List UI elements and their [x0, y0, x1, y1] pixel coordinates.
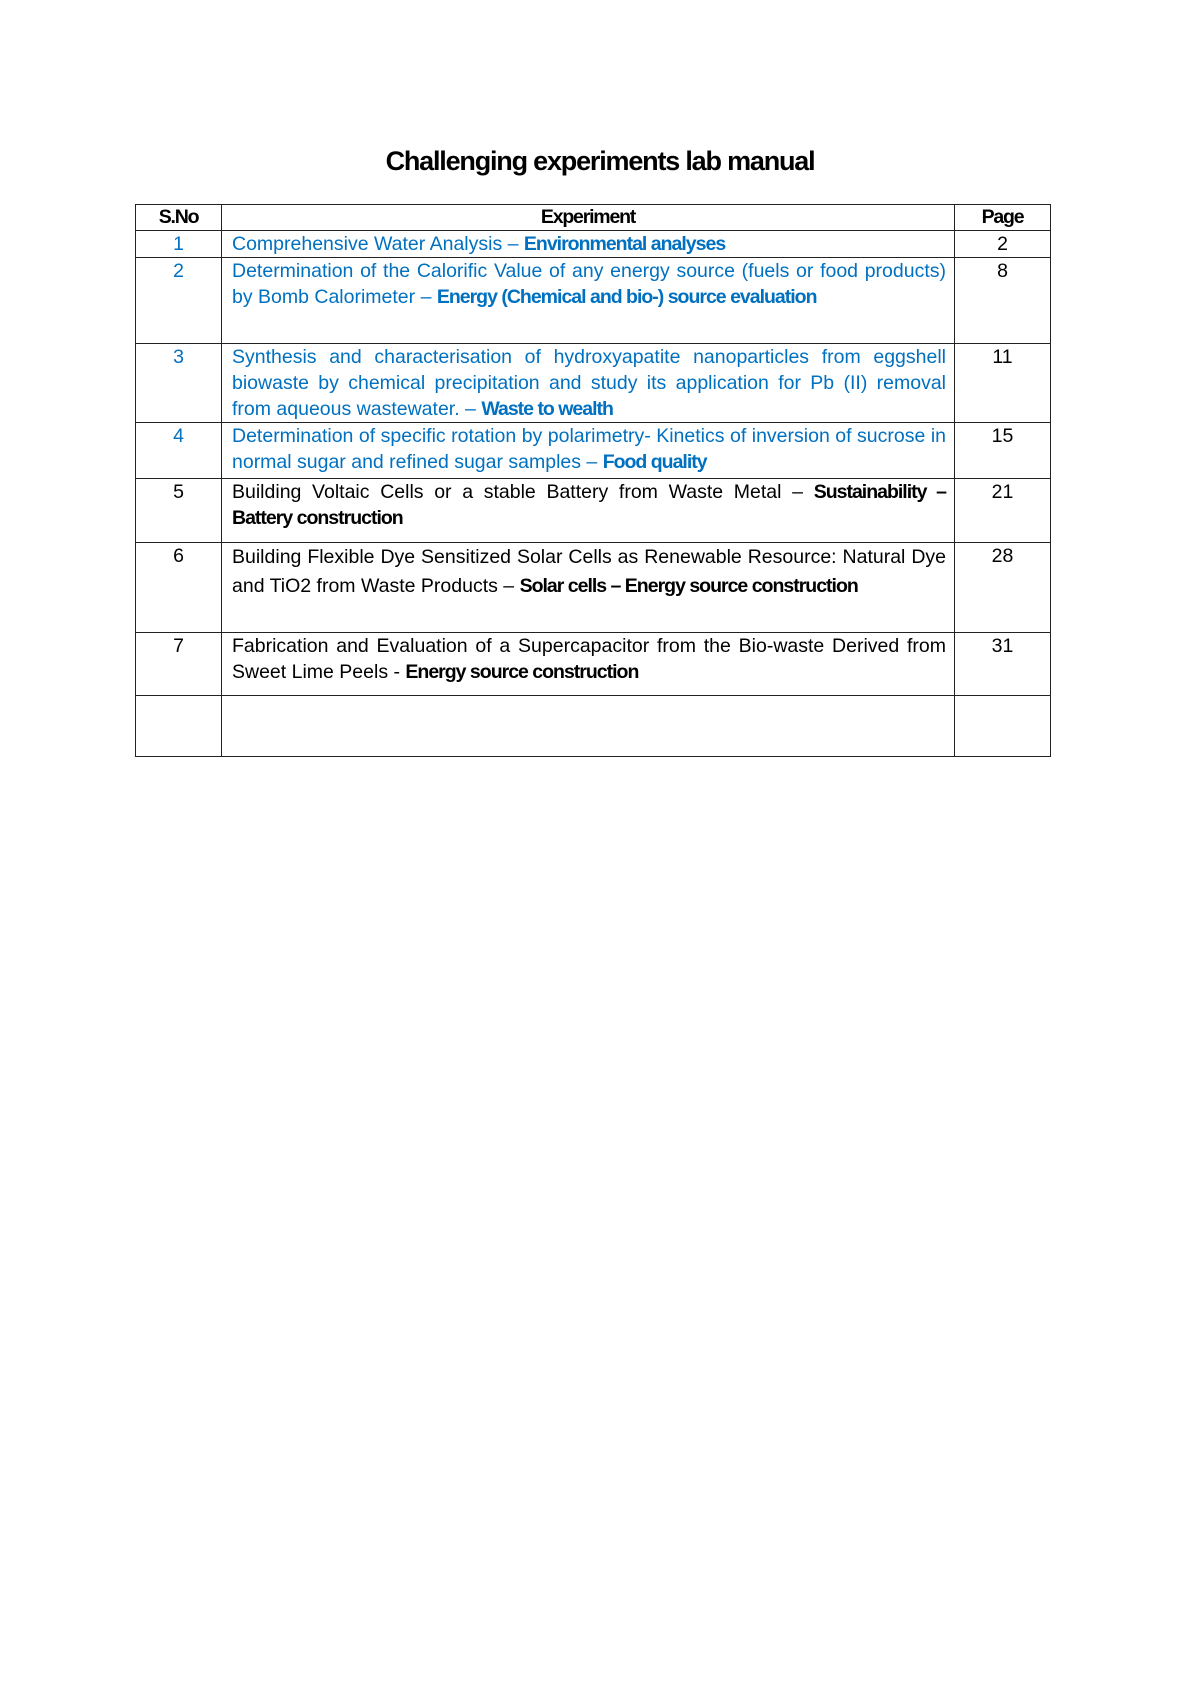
table-header-row: [136, 205, 1051, 231]
header-experiment: Experiment: [222, 205, 955, 231]
experiment-cell: [222, 423, 955, 479]
experiment-cell: [222, 258, 955, 344]
page-cell: 31: [955, 633, 1051, 696]
page-cell: 21: [955, 479, 1051, 543]
page-cell: 8: [955, 258, 1051, 344]
document-title: Challenging experiments lab manual: [385, 146, 815, 176]
experiment-cell: [222, 633, 955, 696]
table-row: [136, 543, 1051, 633]
experiment-title: Building Flexible Dye Sensitized Solar Cells as Renewable Resource: Natural Dye and TiO2 from Waste Products –: [232, 546, 946, 597]
page-cell: 15: [955, 423, 1051, 479]
experiment-tag: Waste to wealth: [481, 398, 613, 420]
empty-cell: [136, 696, 222, 757]
header-sno: S.No: [136, 205, 222, 231]
empty-cell: [222, 696, 955, 757]
sno-cell: 3: [136, 344, 222, 423]
page-cell: 2: [955, 231, 1051, 258]
sno-cell: 5: [136, 479, 222, 543]
experiment-title: Building Voltaic Cells or a stable Battery from Waste Metal –: [232, 481, 814, 503]
page-cell: 28: [955, 543, 1051, 633]
table-row: [136, 423, 1051, 479]
experiment-tag: Energy source construction: [405, 661, 639, 683]
experiment-tag: Food quality: [602, 451, 707, 473]
sno-cell: 2: [136, 258, 222, 344]
experiment-title: Fabrication and Evaluation of a Supercapacitor from the Bio-waste Derived from Sweet Lime Peels -: [232, 635, 946, 683]
experiment-title: Determination of the Calorific Value of any energy source (fuels or food products) by Bomb Calorimeter –: [232, 260, 946, 308]
table-row: [136, 479, 1051, 543]
experiment-tag: Solar cells – Energy source construction: [519, 575, 858, 597]
sno-cell: 1: [136, 231, 222, 258]
table-row: [136, 258, 1051, 344]
table-row: [136, 633, 1051, 696]
empty-cell: [955, 696, 1051, 757]
sno-cell: 6: [136, 543, 222, 633]
experiment-cell: [222, 231, 955, 258]
experiment-title: Determination of specific rotation by polarimetry- Kinetics of inversion of sucrose in normal sugar and refined sugar samples –: [232, 425, 946, 473]
experiment-title: Comprehensive Water Analysis –: [232, 233, 524, 255]
experiment-cell: [222, 543, 955, 633]
empty-table-row: [136, 696, 1051, 757]
experiments-table: [135, 204, 1051, 757]
page-cell: 11: [955, 344, 1051, 423]
sno-cell: 7: [136, 633, 222, 696]
table-row: [136, 231, 1051, 258]
table-row: [136, 344, 1051, 423]
experiment-cell: [222, 479, 955, 543]
experiment-tag: Sustainability – Battery construction: [232, 481, 946, 529]
experiment-tag: Energy (Chemical and bio-) source evaluation: [436, 286, 817, 308]
experiment-tag: Environmental analyses: [523, 233, 726, 255]
experiment-cell: [222, 344, 955, 423]
sno-cell: 4: [136, 423, 222, 479]
header-page: Page: [955, 205, 1051, 231]
experiment-title: Synthesis and characterisation of hydroxyapatite nanoparticles from eggshell biowaste by chemical precipitation and study its application for Pb (II) removal from aqueous wastewater. –: [232, 346, 946, 420]
